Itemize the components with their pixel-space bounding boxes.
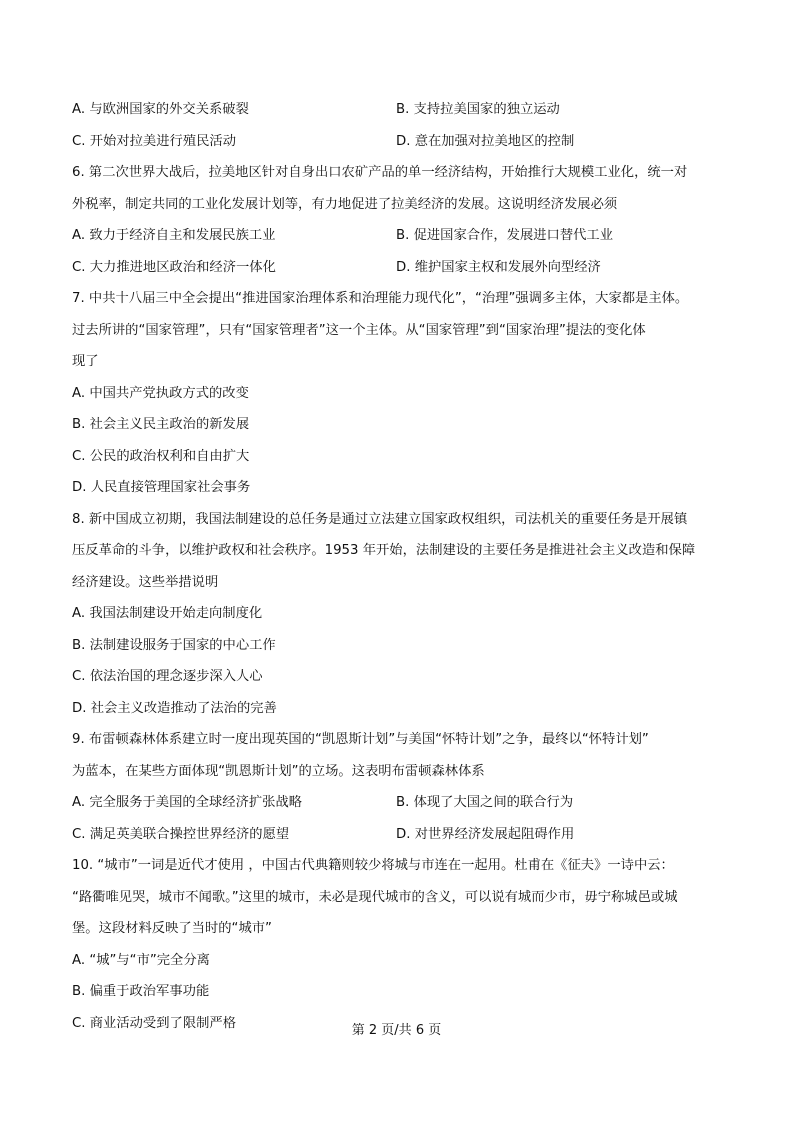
- q10-stem-line-3: 堡。这段材料反映了当时的“城市”: [72, 921, 272, 936]
- q9-option-d: D. 对世界经济发展起阻碍作用: [396, 826, 575, 842]
- q10-stem-line-1: 10. “城市”一词是近代才使用 ，中国古代典籍则较少将城与市连在一起用。杜甫在《征夫》一诗中云：: [72, 858, 674, 873]
- q7-option-b: B. 社会主义民主政治的新发展: [72, 417, 250, 432]
- q5-option-d: D. 意在加强对拉美地区的控制: [396, 133, 575, 149]
- page-content: [72, 94, 722, 1039]
- q5-option-a: A. 与欧洲国家的外交关系破裂: [72, 102, 249, 117]
- q10-option-c: C. 商业活动受到了限制严格: [72, 1015, 237, 1031]
- q8-option-b: B. 法制建设服务于国家的中心工作: [72, 637, 276, 653]
- page-number-footer: 第 2 页/共 6 页: [351, 1023, 442, 1038]
- q5-options-row-1: [72, 94, 722, 126]
- q7-option-d: D. 人民直接管理国家社会事务: [72, 480, 251, 495]
- q7-stem-line-2: 过去所讲的“国家管理”，只有“国家管理者”这一个主体。从“国家管理”到“国家治理”提法的变化体: [72, 322, 646, 338]
- q7-stem-line-1: 7. 中共十八届三中全会提出“推进国家治理体系和治理能力现代化”，“治理”强调多主体，大家都是主体。: [72, 291, 689, 306]
- q8-option-c: C. 依法治国的理念逐步深入人心: [72, 669, 263, 684]
- q5-option-b: B. 支持拉美国家的独立运动: [396, 102, 560, 117]
- q5-options-row-2: [72, 126, 722, 158]
- q9-options-row-1: [72, 787, 722, 819]
- q9-stem-line-2: 为蓝本，在某些方面体现“凯恩斯计划”的立场。这表明布雷顿森林体系: [72, 763, 485, 779]
- q7-option-a: A. 中国共产党执政方式的改变: [72, 385, 249, 401]
- q8-stem-line-1: 8. 新中国成立初期，我国法制建设的总任务是通过立法建立国家政权组织，司法机关的重要任务是开展镇: [72, 511, 688, 527]
- q6-stem-line-1: 6. 第二次世界大战后，拉美地区针对自身出口农矿产品的单一经济结构，开始推行大规模工业化，统一对: [72, 165, 688, 180]
- q8-option-a: A. 我国法制建设开始走向制度化: [72, 606, 263, 621]
- q7-option-c: C. 公民的政治权利和自由扩大: [72, 448, 250, 464]
- q9-option-b: B. 体现了大国之间的联合行为: [396, 795, 574, 810]
- q6-options-row-2: [72, 252, 722, 284]
- q6-stem-line-2: 外税率，制定共同的工业化发展计划等，有力地促进了拉美经济的发展。这说明经济发展必须: [72, 196, 618, 212]
- q9-option-c: C. 满足英美联合操控世界经济的愿望: [72, 826, 290, 842]
- q6-option-d: D. 维护国家主权和发展外向型经济: [396, 259, 601, 275]
- q6-option-b: B. 促进国家合作，发展进口替代工业: [396, 228, 614, 243]
- q9-option-a: A. 完全服务于美国的全球经济扩张战略: [72, 795, 303, 810]
- q6-option-c: C. 大力推进地区政治和经济一体化: [72, 259, 276, 275]
- q8-stem-line-2: 压反革命的斗争，以维护政权和社会秩序。1953 年开始，法制建设的主要任务是推进社会主义改造和保障: [72, 543, 696, 558]
- q8-stem-line-3: 经济建设。这些举措说明: [72, 574, 219, 590]
- q10-stem-line-2: “路衢唯见哭，城市不闻歌。”这里的城市，未必是现代城市的含义，可以说有城而少市，毋宁称城邑或城: [72, 889, 678, 905]
- q5-option-c: C. 开始对拉美进行殖民活动: [72, 133, 237, 149]
- q10-option-a: A. “城”与“市”完全分离: [72, 952, 210, 968]
- q9-options-row-2: [72, 819, 722, 851]
- q9-stem-line-1: 9. 布雷顿森林体系建立时一度出现英国的“凯恩斯计划”与美国“怀特计划”之争，最终以“怀特计划”: [72, 732, 649, 747]
- q10-option-b: B. 偏重于政治军事功能: [72, 984, 210, 999]
- q7-stem-line-3: 现了: [72, 354, 99, 369]
- q8-option-d: D. 社会主义改造推动了法治的完善: [72, 700, 277, 716]
- q6-option-a: A. 致力于经济自主和发展民族工业: [72, 228, 276, 243]
- q6-options-row-1: [72, 220, 722, 252]
